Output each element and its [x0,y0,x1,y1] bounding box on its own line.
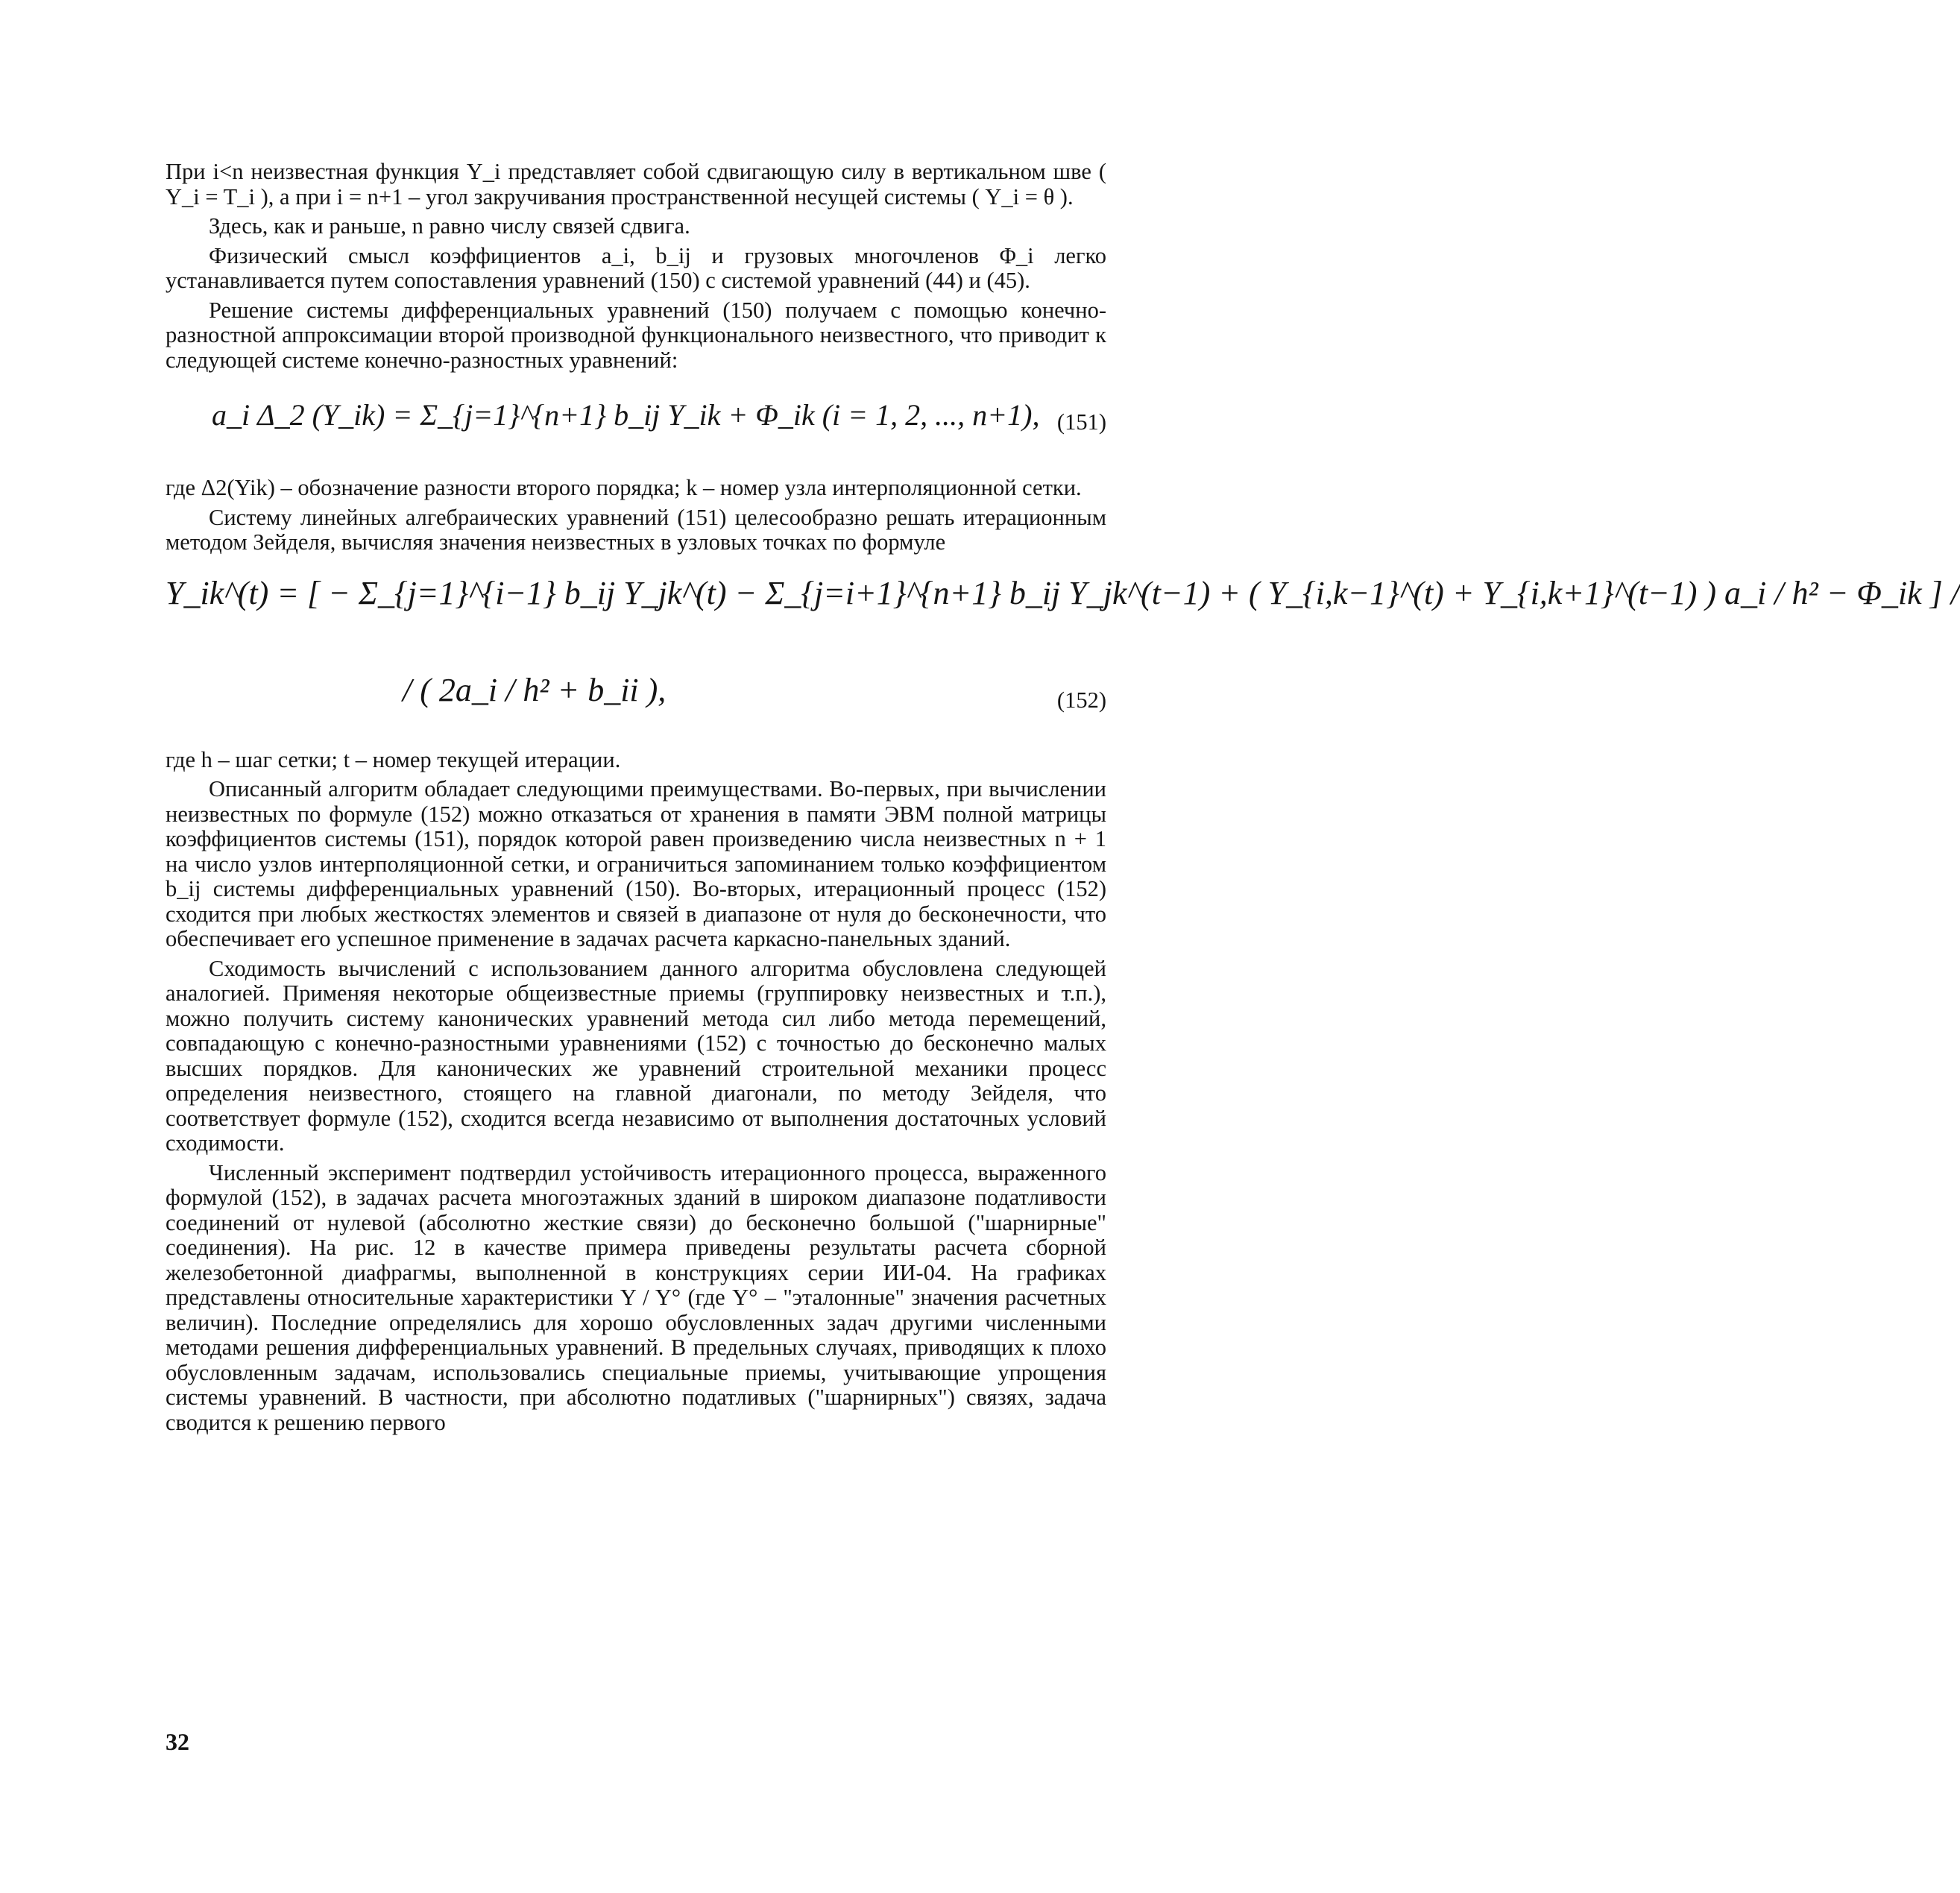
paragraph-numerical-experiment: Численный эксперимент подтвердил устойчивость итерационного процесса, выраженного формулой (152), в задачах расчета многоэтажных зданий в широком диапазоне податливости соединений от нулевой (абсолютно жесткие связи) до бесконечно большой ("шарнирные" соединения). На рис. 12 в качестве примера приведены результаты расчета сборной железобетонной диафрагмы, выполненной в конструкциях серии ИИ-04. На графиках представлены относительные характеристики Y / Y° (где Y° – "эталонные" значения расчетных величин). Последние определялись для хорошо обусловленных задач другими численными методами решения дифференциальных уравнений. В предельных случаях, приводящих к плохо обусловленным задачам, использовались специальные приемы, учитывающие упрощения системы уравнений. В частности, при абсолютно податливых ("шарнирных") связях, задача сводится к решению первого [166,1159,1106,1435]
paragraph-delta-definition: где Δ2(Yik) – обозначение разности второго порядка; k – номер узла интерполяционной сетки. [166,475,1082,500]
paragraph-physical-meaning: Физический смысл коэффициентов a_i, b_ij и грузовых многочленов Φ_i легко устанавливается путем сопоставления уравнений (150) с системой уравнений (44) и (45). [166,242,1106,293]
formula-151-expression: a_i Δ_2 (Y_ik) = Σ_{j=1}^{n+1} b_ij Y_ik + Φ_ik (i = 1, 2, ..., n+1), [212,398,1040,432]
paragraph-advantages: Описанный алгоритм обладает следующими преимуществами. Во-первых, при вычислении неизвестных по формуле (152) можно отказаться от хранения в памяти ЭВМ полной матрицы коэффициентов системы (151), порядок которой равен произведению числа неизвестных n + 1 на число узлов интерполяционной сетки, и ограничиться запоминанием только коэффициентом b_ij системы дифференциальных уравнений (150). Во-вторых, итерационный процесс (152) сходится при любых жесткостях элементов и связей в диапазоне от нуля до бесконечности, что обеспечивает его успешное применение в задачах расчета каркасно-панельных зданий. [166,776,1106,951]
text-column [166,159,1960,1440]
formula-152 [166,566,1960,745]
paragraph-unknown-function: При i<n неизвестная функция Y_i представляет собой сдвигающую силу в вертикальном шве ( Y_i = T_i ), а при i = n+1 – угол закручивания пространственной несущей системы ( Y_i = θ ). [166,159,1106,210]
formula-152-line2: / ( 2a_i / h² + b_ii ), [403,671,667,708]
paragraph-h-t-definition: где h – шаг сетки; t – номер текущей итерации. [166,746,621,772]
page-number: 32 [166,1728,189,1755]
formula-152-number: (152) [1056,687,1106,713]
formula-151 [166,377,1106,473]
paragraph-convergence: Сходимость вычислений с использованием данного алгоритма обусловлена следующей аналогией. Применяя некоторые общеизвестные приемы (группировку неизвестных и т.п.), можно получить систему канонических уравнений метода сил либо метода перемещений, совпадающую с конечно-разностными уравнениями (152) с точностью до бесконечно малых высших порядков. Для канонических же уравнений строительной механики процесс определения неизвестного, стоящего на главной диагонали, по методу Зейделя, что соответствует формуле (152), сходится всегда независимо от выполнения достаточных условий сходимости. [166,955,1106,1156]
formula-152-line1: Y_ik^(t) = [ − Σ_{j=1}^{i−1} b_ij Y_jk^(t) − Σ_{j=i+1}^{n+1} b_ij Y_jk^(t−1) + ( Y_{i,k−1}^(t) + Y_{i,k+1}^(t−1) ) a_i / h² − Φ_ik ] / [166,574,1960,611]
paragraph-n-definition: Здесь, как и раньше, n равно числу связей сдвига. [209,213,690,239]
paragraph-solution-method: Решение системы дифференциальных уравнений (150) получаем с помощью конечно-разностной аппроксимации второй производной функционального неизвестного, что приводит к следующей системе конечно-разностных уравнений: [166,297,1106,373]
paragraph-seidel-method: Систему линейных алгебраических уравнений (151) целесообразно решать итерационным методом Зейделя, вычисляя значения неизвестных в узловых точках по формуле [166,504,1106,555]
formula-151-number: (151) [1056,409,1106,435]
